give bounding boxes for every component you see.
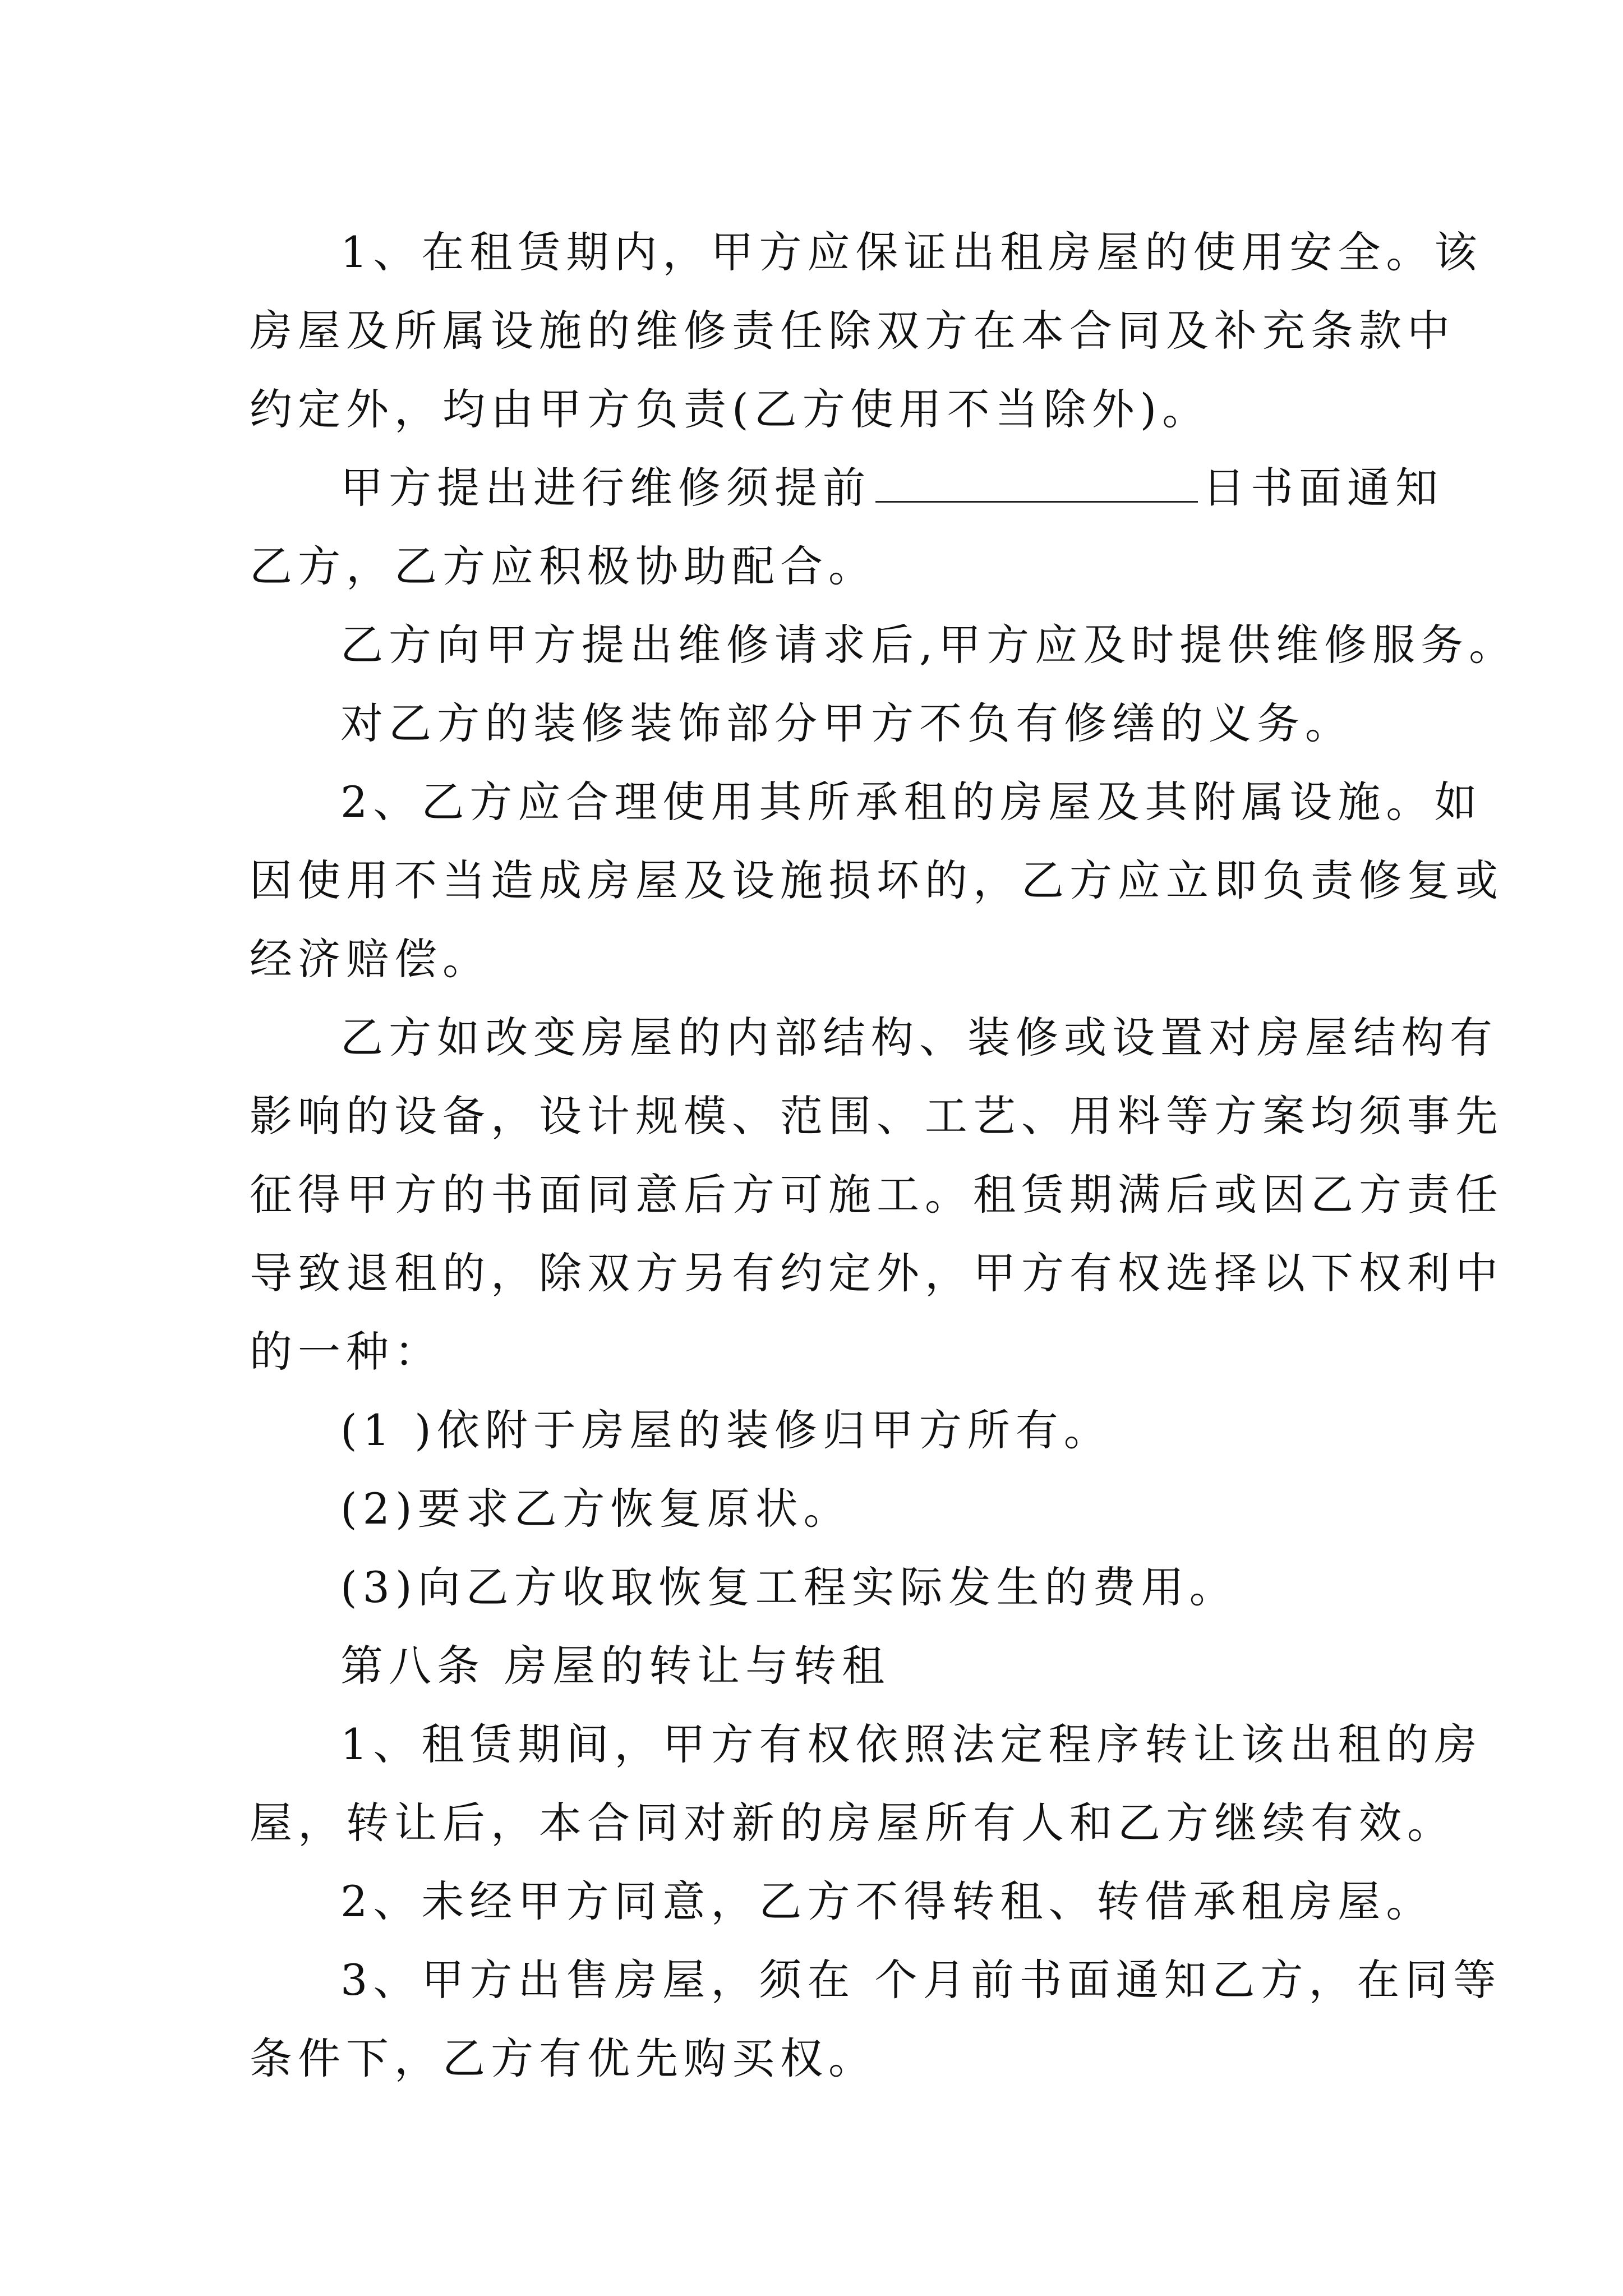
text-line: (3)向乙方收取恢复工程实际发生的费用。: [340, 1562, 1238, 1612]
text-line: 2、未经甲方同意，乙方不得转租、转借承租房屋。: [340, 1876, 1435, 1926]
text-line: 3、甲方出售房屋，须在 个月前书面通知乙方，在同等: [340, 1955, 1502, 2005]
text-line: 经济赔偿。: [250, 934, 491, 984]
text-line: 因使用不当造成房屋及设施损坏的，乙方应立即负责修复或: [250, 855, 1504, 905]
text-line: 条件下，乙方有优先购买权。: [250, 2033, 877, 2083]
text-line: 2、乙方应合理使用其所承租的房屋及其附属设施。如: [340, 777, 1483, 827]
text-line: 影响的设备，设计规模、范围、工艺、用料等方案均须事先: [250, 1091, 1504, 1141]
text-line: 导致退租的，除双方另有约定外，甲方有权选择以下权利中: [250, 1248, 1504, 1298]
text-segment: 日书面通知: [1202, 463, 1444, 513]
text-line: 的一种：: [250, 1327, 442, 1377]
fill-in-blank: [875, 462, 1198, 503]
text-line: 乙方，乙方应积极协助配合。: [250, 541, 877, 591]
text-line: 对乙方的装修装饰部分甲方不负有修缮的义务。: [340, 698, 1353, 748]
text-segment: 甲方提出进行维修须提前: [340, 463, 871, 513]
text-line: 乙方如改变房屋的内部结构、装修或设置对房屋结构有: [340, 1013, 1498, 1062]
text-line: 房屋及所属设施的维修责任除双方在本合同及补充条款中: [250, 306, 1455, 356]
text-line-with-blank: [250, 449, 1444, 527]
text-line: (1 )依附于房屋的装修归甲方所有。: [340, 1405, 1112, 1455]
text-line: (2)要求乙方恢复原状。: [340, 1484, 852, 1534]
text-line: 1、在租赁期内，甲方应保证出租房屋的使用安全。该: [340, 227, 1483, 277]
text-line: 乙方向甲方提出维修请求后,甲方应及时提供维修服务。: [340, 620, 1518, 670]
text-line: 1、租赁期间，甲方有权依照法定程序转让该出租的房: [340, 1719, 1483, 1769]
text-line: 征得甲方的书面同意后方可施工。租赁期满后或因乙方责任: [250, 1170, 1504, 1220]
text-line: 屋，转让后，本合同对新的房屋所有人和乙方继续有效。: [250, 1798, 1455, 1848]
document-body: [250, 213, 1518, 2098]
text-line: 约定外，均由甲方负责(乙方使用不当除外)。: [250, 384, 1211, 434]
section-heading: 第八条 房屋的转让与转租: [340, 1641, 891, 1691]
